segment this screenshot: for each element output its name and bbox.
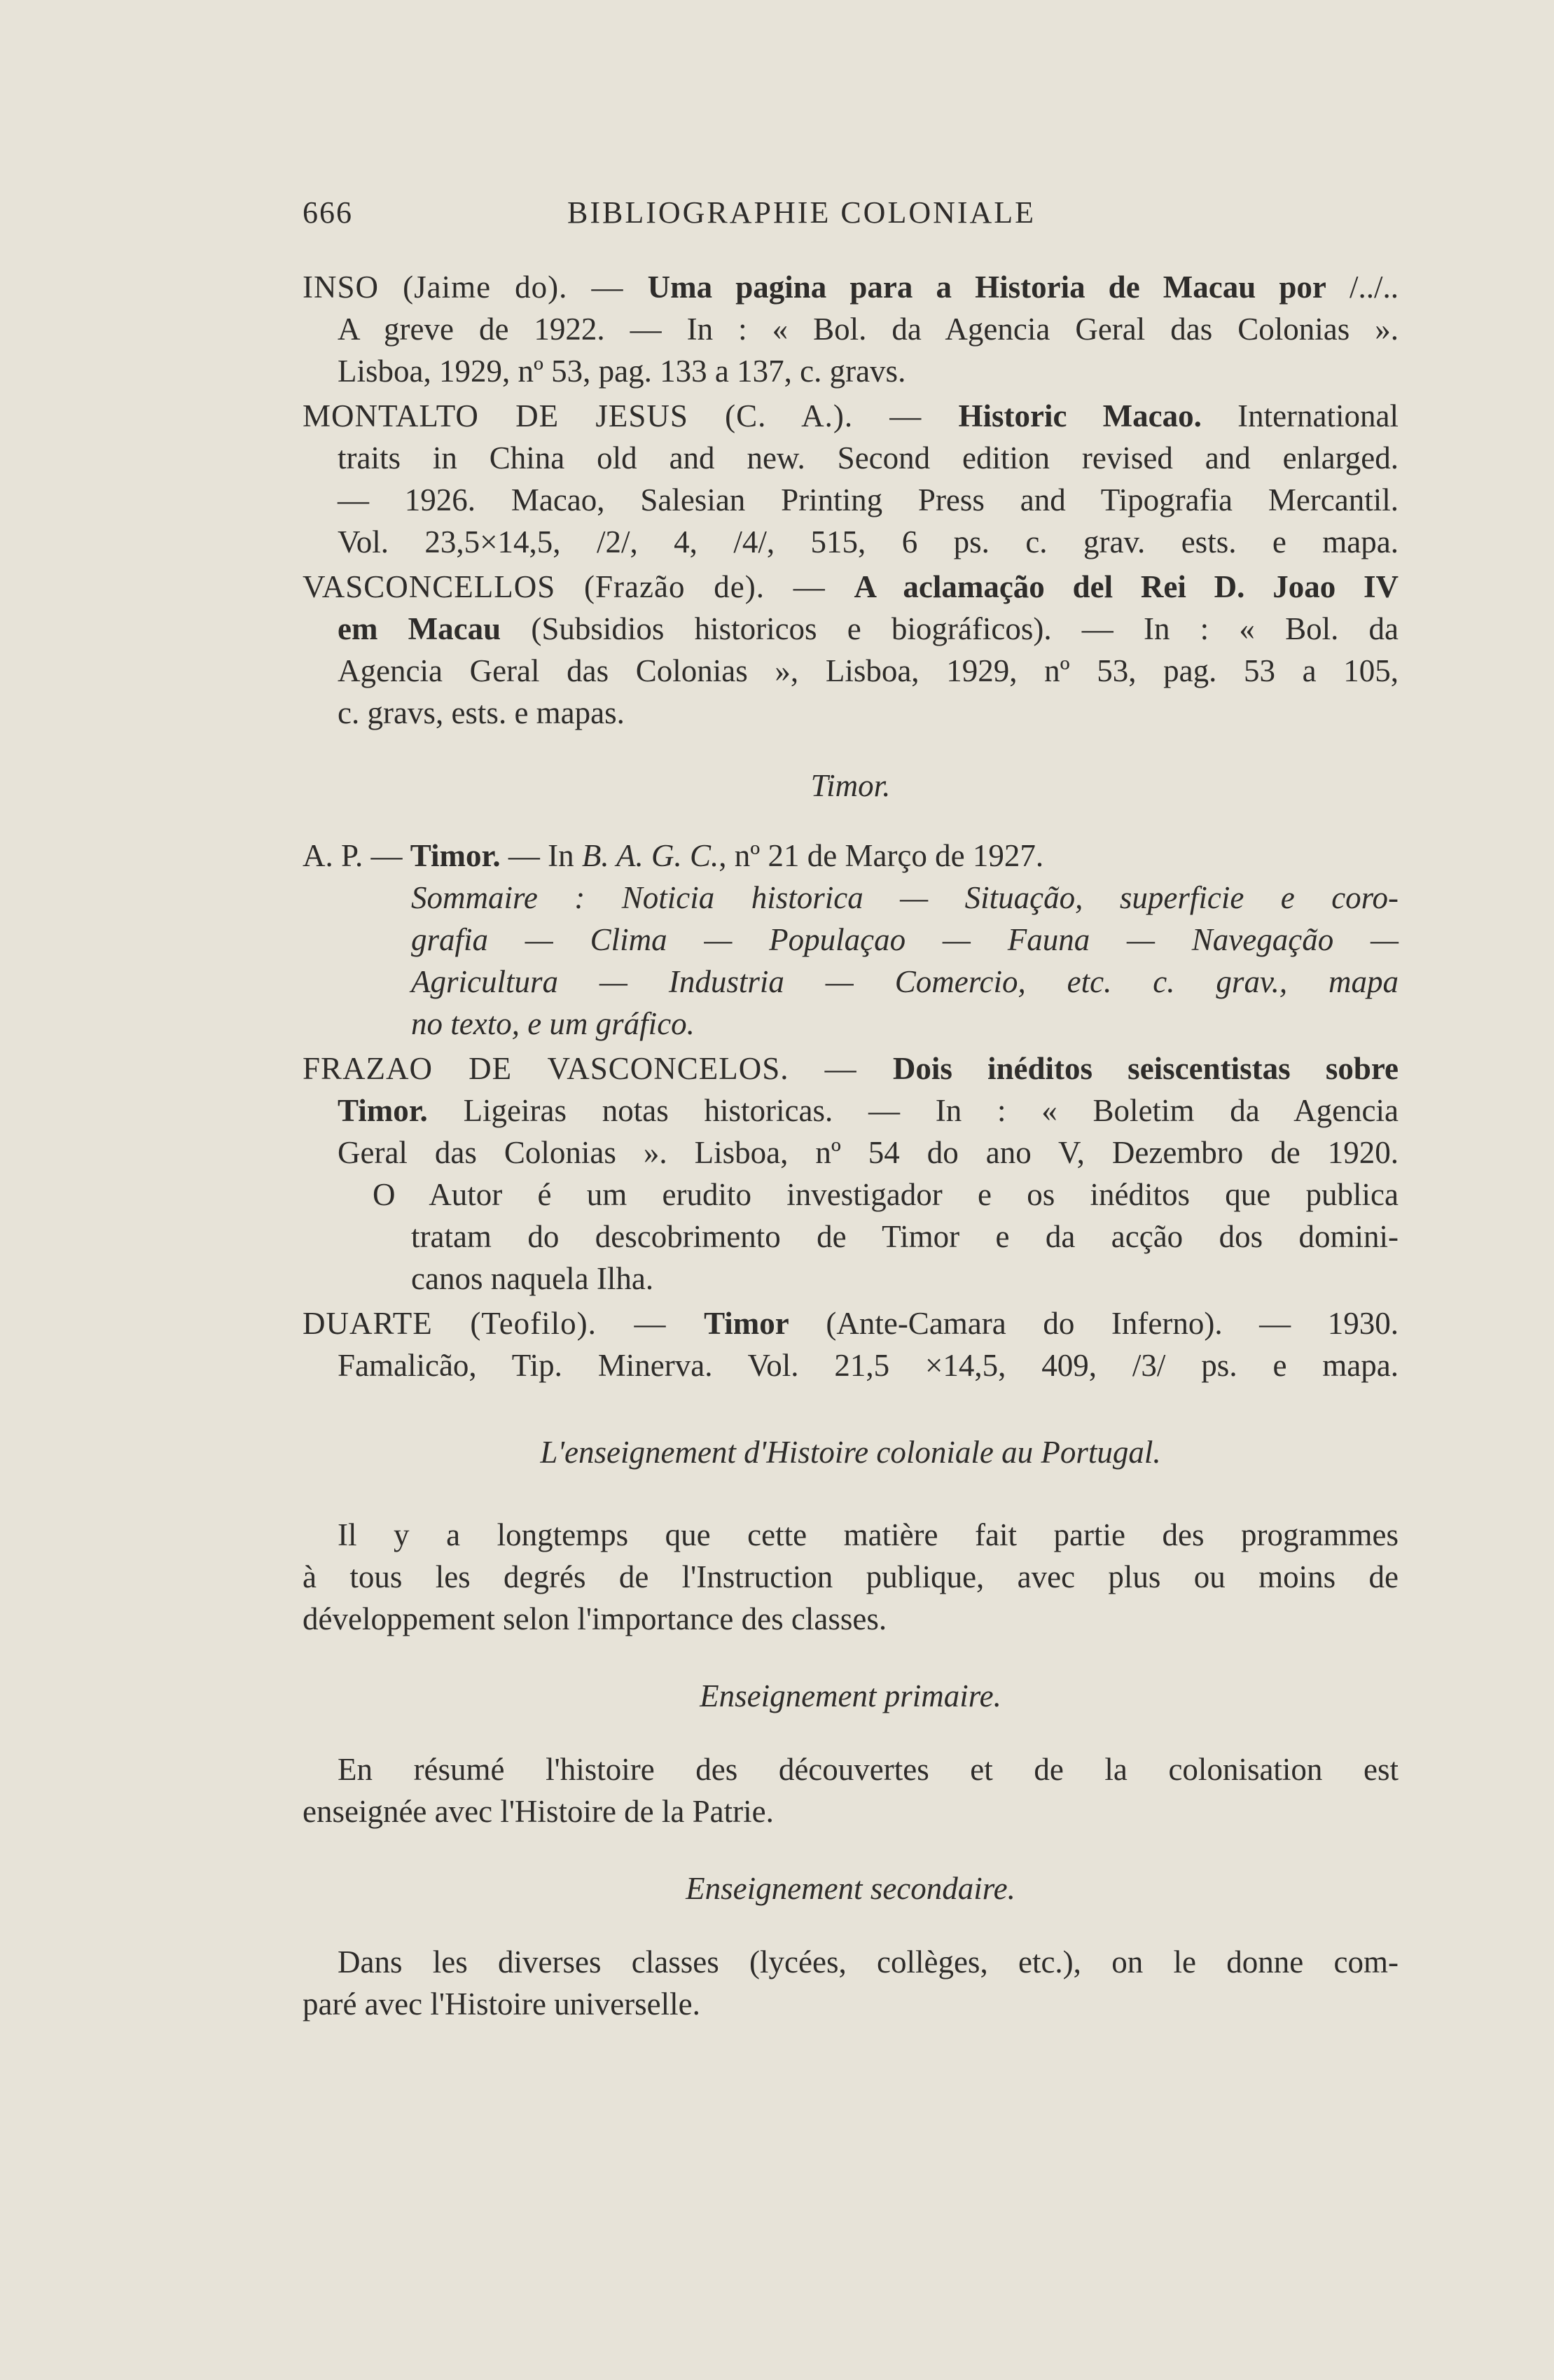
entry-line: Famalicão, Tip. Minerva. Vol. 21,5 ×14,5, 409, /3/ ps. e mapa. xyxy=(338,1348,1399,1383)
paragraph-line: paré avec l'Histoire universelle. xyxy=(303,1986,700,2021)
entry-line: INSO (Jaime do). — Uma pagina para a Historia de Macau por /../.. xyxy=(303,270,1399,305)
bibliography-entry xyxy=(303,395,1399,563)
entry-line: FRAZAO DE VASCONCELOS. — Dois inéditos seiscentistas sobre xyxy=(303,1051,1399,1086)
entry-line: c. gravs, ests. e mapas. xyxy=(338,695,625,730)
paragraph-line: Dans les diverses classes (lycées, collèges, etc.), on le donne com- xyxy=(338,1944,1399,1979)
paragraph-line: à tous les degrés de l'Instruction publique, avec plus ou moins de xyxy=(303,1559,1399,1594)
bibliography-entry xyxy=(303,1048,1399,1300)
primaire-paragraph xyxy=(303,1748,1399,1832)
entry-line: Lisboa, 1929, nº 53, pag. 133 a 137, c. gravs. xyxy=(338,354,906,389)
section-heading-timor: Timor. xyxy=(810,768,891,803)
entry-line: Timor. Ligeiras notas historicas. — In : « Boletim da Agencia xyxy=(338,1093,1399,1128)
bibliography-entry xyxy=(303,1302,1399,1386)
sommaire-line: grafia — Clima — Populaçao — Fauna — Navegação — xyxy=(411,922,1399,957)
page-body xyxy=(303,266,1399,2025)
page-number: 666 xyxy=(303,195,353,230)
sommaire-line: no texto, e um gráfico. xyxy=(411,1006,695,1041)
paragraph-line: En résumé l'histoire des découvertes et de la colonisation est xyxy=(338,1752,1399,1787)
entry-line: Vol. 23,5×14,5, /2/, 4, /4/, 515, 6 ps. c. grav. ests. e mapa. xyxy=(338,524,1399,559)
running-title: BIBLIOGRAPHIE COLONIALE xyxy=(567,195,1036,230)
entry-line: traits in China old and new. Second edition revised and enlarged. xyxy=(338,440,1399,475)
note-line: tratam do descobrimento de Timor e da acção dos domini- xyxy=(411,1219,1399,1254)
paragraph-line: développement selon l'importance des classes. xyxy=(303,1601,887,1636)
entry-line: Geral das Colonias ». Lisboa, nº 54 do ano V, Dezembro de 1920. xyxy=(338,1135,1399,1170)
section-heading-primaire: Enseignement primaire. xyxy=(700,1678,1001,1713)
bibliography-entry xyxy=(303,835,1399,1045)
entry-line: MONTALTO DE JESUS (C. A.). — Historic Macao. International xyxy=(303,398,1399,433)
bibliography-entry xyxy=(303,266,1399,392)
page-header xyxy=(303,195,1143,237)
entry-line: A. P. — Timor. — In B. A. G. C., nº 21 de Março de 1927. xyxy=(303,838,1044,873)
entry-line: DUARTE (Teofilo). — Timor (Ante-Camara do Inferno). — 1930. xyxy=(303,1306,1399,1341)
secondaire-paragraph xyxy=(303,1941,1399,2025)
sommaire-line: Sommaire : Noticia historica — Situação, superficie e coro- xyxy=(411,880,1399,915)
entry-line: em Macau (Subsidios historicos e biográficos). — In : « Bol. da xyxy=(338,611,1399,646)
section-heading-secondaire: Enseignement secondaire. xyxy=(686,1871,1015,1906)
paragraph-line: enseignée avec l'Histoire de la Patrie. xyxy=(303,1794,774,1829)
note-line: canos naquela Ilha. xyxy=(411,1261,654,1296)
section-heading-enseignement: L'enseignement d'Histoire coloniale au Portugal. xyxy=(540,1435,1161,1470)
bibliography-entry xyxy=(303,566,1399,734)
entry-line: VASCONCELLOS (Frazão de). — A aclamação del Rei D. Joao IV xyxy=(303,569,1399,604)
entry-line: A greve de 1922. — In : « Bol. da Agencia Geral das Colonias ». xyxy=(338,312,1399,347)
entry-line: Agencia Geral das Colonias », Lisboa, 1929, nº 53, pag. 53 a 105, xyxy=(338,653,1399,688)
paragraph-line: Il y a longtemps que cette matière fait partie des programmes xyxy=(338,1517,1399,1552)
sommaire-line: Agricultura — Industria — Comercio, etc. c. grav., mapa xyxy=(411,964,1399,999)
entry-line: — 1926. Macao, Salesian Printing Press and Tipografia Mercantil. xyxy=(338,482,1399,517)
intro-paragraph xyxy=(303,1514,1399,1640)
note-line: O Autor é um erudito investigador e os inéditos que publica xyxy=(373,1177,1399,1212)
